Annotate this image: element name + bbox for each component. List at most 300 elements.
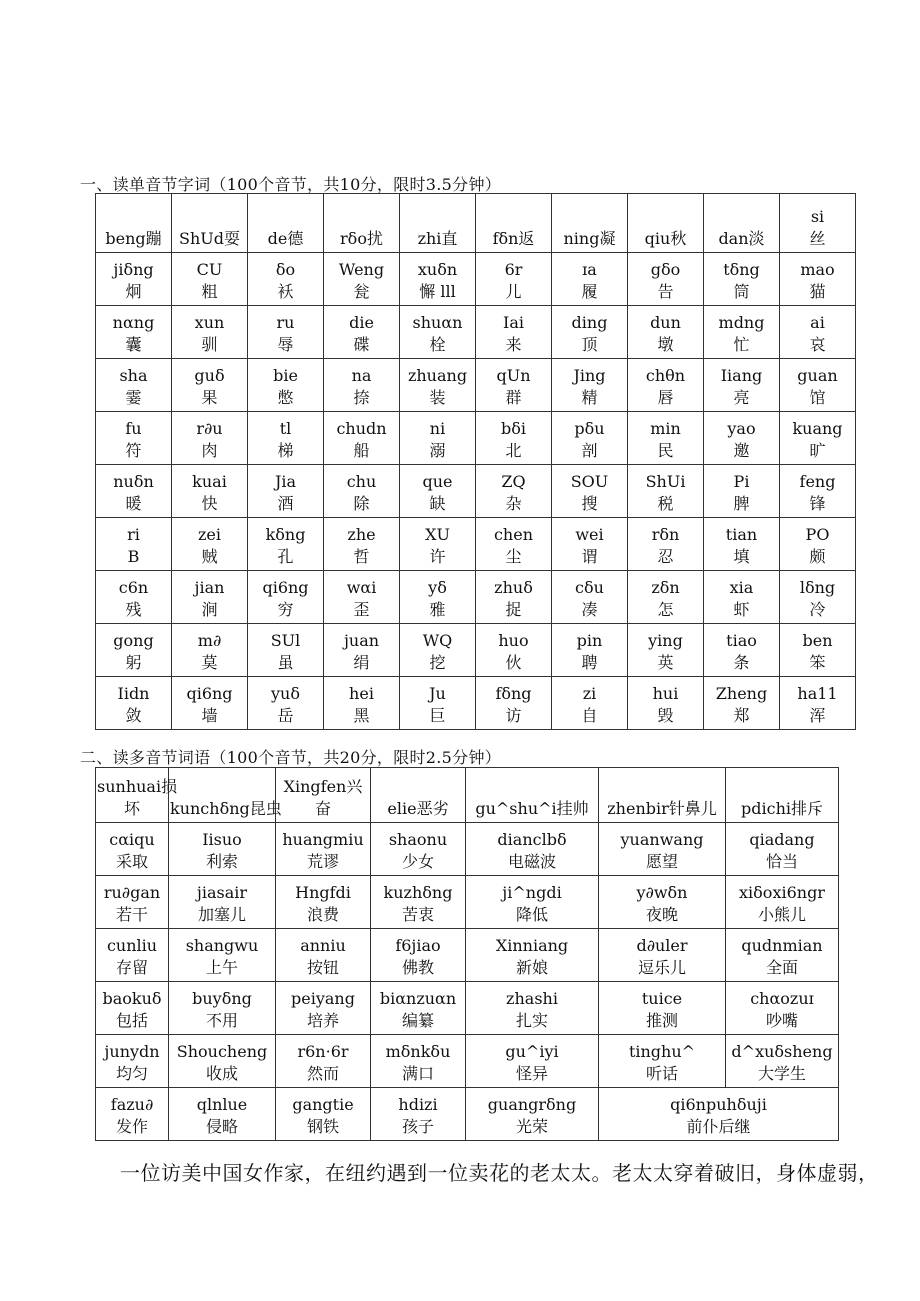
table-cell (96, 465, 172, 518)
hanzi-text: 侵略 (205, 1117, 238, 1136)
hanzi-text: B (127, 547, 140, 566)
pinyin-text: Iiang (720, 366, 763, 385)
table-cell: qiu秋 (628, 194, 704, 253)
hanzi-text: 愿望 (645, 852, 678, 871)
hanzi-text: 怪异 (515, 1064, 548, 1083)
table-cell (96, 1088, 169, 1141)
hanzi-text: 凑 (581, 600, 598, 619)
table-cell (169, 982, 276, 1035)
hanzi-text: 若干 (115, 905, 148, 924)
table-cell (704, 518, 780, 571)
hanzi-text: 吵嘴 (765, 1011, 798, 1030)
pinyin-text: Iisuo (202, 830, 242, 849)
table-cell (466, 929, 599, 982)
hanzi-text: 虽 (277, 653, 294, 672)
hanzi-text: 杂 (505, 494, 522, 513)
hanzi-text: 黑 (353, 706, 370, 725)
table-cell (324, 306, 400, 359)
pinyin-text: huangmiu (282, 830, 364, 849)
table-cell (400, 465, 476, 518)
table-cell (476, 306, 552, 359)
hanzi-text: 符 (125, 441, 142, 460)
table-cell (628, 306, 704, 359)
hanzi-text: 怎 (657, 600, 674, 619)
table-cell (96, 306, 172, 359)
hanzi-text: 果 (201, 388, 218, 407)
table-row (96, 876, 839, 929)
pinyin-text: pin (576, 631, 603, 650)
hanzi-text: 扎实 (515, 1011, 548, 1030)
pinyin-text: 6r (504, 260, 523, 279)
table-cell (780, 518, 856, 571)
table-cell (780, 412, 856, 465)
table-cell (248, 571, 324, 624)
table-cell (599, 982, 726, 1035)
pinyin-text: zhashi (506, 989, 558, 1008)
pinyin-text: xun (194, 313, 225, 332)
hanzi-text: 佛教 (401, 958, 434, 977)
pinyin-text: sha (119, 366, 148, 385)
hanzi-text: 缺 (429, 494, 446, 513)
table-cell (476, 412, 552, 465)
table-cell (628, 624, 704, 677)
pinyin-text: shaonu (388, 830, 448, 849)
pinyin-text: ji^ngdi (502, 883, 562, 902)
table-cell: si 丝 (780, 194, 856, 253)
hanzi-text: 光荣 (515, 1117, 548, 1136)
hanzi-text: 溺 (429, 441, 446, 460)
hanzi-text: 上午 (205, 958, 238, 977)
table-cell (552, 677, 628, 730)
hanzi-text: 包括 (115, 1011, 148, 1030)
table-cell: de德 (248, 194, 324, 253)
table-cell (400, 412, 476, 465)
pinyin-text: Jing (573, 366, 606, 385)
pinyin-text: bie (273, 366, 298, 385)
table-cell (552, 624, 628, 677)
hanzi-text: 粗 (201, 282, 218, 301)
hanzi-text: 然而 (306, 1064, 339, 1083)
pinyin-text: mδnkδu (385, 1042, 451, 1061)
hanzi-text: 雅 (429, 600, 446, 619)
pinyin-text: dun (650, 313, 681, 332)
table-cell (371, 823, 466, 876)
pinyin-text: WQ (422, 631, 453, 650)
pinyin-text: Weng (338, 260, 385, 279)
table-cell (704, 359, 780, 412)
pinyin-text: xia (729, 578, 754, 597)
pinyin-text: tl (279, 419, 292, 438)
pinyin-text: ri (127, 525, 140, 544)
table-cell (780, 677, 856, 730)
pinyin-text: kδng (265, 525, 306, 544)
hanzi-text: 孔 (277, 547, 294, 566)
table-cell (96, 253, 172, 306)
table-cell (96, 1035, 169, 1088)
hanzi-text: 自 (581, 706, 598, 725)
table-row (96, 624, 856, 677)
pinyin-text: biαnzuαn (379, 989, 457, 1008)
table-row (96, 982, 839, 1035)
hanzi-text: 访 (505, 706, 522, 725)
table-cell (466, 1035, 599, 1088)
table-row (96, 465, 856, 518)
pinyin-text: nαng (112, 313, 155, 332)
table-cell (628, 465, 704, 518)
hanzi-text: 躬 (125, 653, 142, 672)
pinyin-text: ai (810, 313, 825, 332)
pinyin-text: que (422, 472, 453, 491)
hanzi-text: 敛 (125, 706, 142, 725)
hanzi-text: 前仆后继 (686, 1117, 751, 1136)
pinyin-text: XU (425, 525, 450, 544)
hanzi-text: 培养 (306, 1011, 339, 1030)
table-cell (780, 306, 856, 359)
hanzi-text: 忍 (657, 547, 674, 566)
hanzi-text: 逗乐儿 (637, 958, 686, 977)
table-cell (466, 876, 599, 929)
pinyin-text: qUn (496, 366, 531, 385)
hanzi-text: 北 (505, 441, 522, 460)
hanzi-text: 电磁波 (507, 852, 556, 871)
table-cell (704, 465, 780, 518)
pinyin-text: δo (275, 260, 296, 279)
pinyin-text: zei (197, 525, 221, 544)
pinyin-text: feng (799, 472, 836, 491)
hanzi-text: 聘 (581, 653, 598, 672)
table-cell (172, 518, 248, 571)
table-cell (248, 518, 324, 571)
pinyin-text: fazu∂ (110, 1095, 154, 1114)
table-cell (276, 929, 371, 982)
hanzi-text: 发作 (115, 1117, 148, 1136)
pinyin-text: kuzhδng (383, 883, 453, 902)
reading-paragraph: 一位访美中国女作家，在纽约遇到一位卖花的老太太。老太太穿着破旧，身体虚弱， (120, 1161, 879, 1185)
hanzi-text: 推测 (645, 1011, 678, 1030)
hanzi-text: 全面 (765, 958, 798, 977)
pinyin-text: juan (343, 631, 380, 650)
table-row (96, 359, 856, 412)
pinyin-text: ha11 (797, 684, 838, 703)
pinyin-text: shangwu (185, 936, 259, 955)
pinyin-text: tiao (726, 631, 757, 650)
hanzi-text: 告 (657, 282, 674, 301)
pinyin-text: r∂u (196, 419, 223, 438)
pinyin-text: d∂uler (636, 936, 688, 955)
table-row (96, 412, 856, 465)
table-cell (704, 624, 780, 677)
table-cell: rδo扰 (324, 194, 400, 253)
hanzi-text: 编纂 (401, 1011, 434, 1030)
pinyin-text: zhe (347, 525, 376, 544)
table-cell (726, 876, 839, 929)
table-cell (704, 306, 780, 359)
pinyin-text: f6jiao (395, 936, 441, 955)
hanzi-text: 加塞儿 (197, 905, 246, 924)
hanzi-text: 猫 (809, 282, 826, 301)
pinyin-text: hei (349, 684, 374, 703)
pinyin-text: Zheng (715, 684, 768, 703)
pinyin-text: Hngfdi (295, 883, 351, 902)
pinyin-text: kuang (792, 419, 843, 438)
pinyin-text: min (650, 419, 681, 438)
hanzi-text: 残 (125, 600, 142, 619)
hanzi-text: 霎 (125, 388, 142, 407)
pinyin-text: chαozuɪ (750, 989, 814, 1008)
table-cell (704, 677, 780, 730)
table-cell (780, 624, 856, 677)
table-cell (780, 465, 856, 518)
pinyin-text: yδ (428, 578, 447, 597)
table-cell (324, 465, 400, 518)
pinyin-text: Jia (274, 472, 297, 491)
pinyin-text: gangtie (292, 1095, 354, 1114)
table-cell (248, 465, 324, 518)
hanzi-text: 谓 (581, 547, 598, 566)
pinyin-text: chudn (336, 419, 387, 438)
table-cell (400, 571, 476, 624)
pinyin-text: pδu (574, 419, 605, 438)
pinyin-text: SOU (570, 472, 609, 491)
pinyin-text: tuice (641, 989, 683, 1008)
table-cell (172, 412, 248, 465)
table-cell (476, 359, 552, 412)
hanzi-text: 群 (505, 388, 522, 407)
hanzi-text: 恰当 (765, 852, 798, 871)
pinyin-text: wei (575, 525, 604, 544)
table-cell (726, 823, 839, 876)
pinyin-text: PO (805, 525, 830, 544)
pinyin-text: gδo (650, 260, 681, 279)
table-cell (628, 677, 704, 730)
table-cell: zhi直 (400, 194, 476, 253)
table-cell (324, 624, 400, 677)
table-cell (552, 571, 628, 624)
table-row (96, 518, 856, 571)
pinyin-text: anniu (300, 936, 346, 955)
hanzi-text: 毁 (657, 706, 674, 725)
hanzi-text: 精 (581, 388, 598, 407)
table-cell (248, 253, 324, 306)
pinyin-text: ni (429, 419, 446, 438)
pinyin-text: Ju (429, 684, 446, 703)
pinyin-text: Shoucheng (176, 1042, 268, 1061)
table-cell (552, 253, 628, 306)
hanzi-text: 荒谬 (306, 852, 339, 871)
pinyin-text: ben (802, 631, 833, 650)
table-cell: Xingfen兴 奋 (276, 768, 371, 823)
table-row (96, 1088, 839, 1141)
hanzi-text: 碟 (353, 335, 370, 354)
table-cell (172, 677, 248, 730)
table-cell (248, 624, 324, 677)
table-cell (466, 823, 599, 876)
pinyin-text: ZQ (501, 472, 526, 491)
table-cell (400, 306, 476, 359)
table-cell (172, 359, 248, 412)
hanzi-text: 民 (657, 441, 674, 460)
pinyin-text: qi6ng (186, 684, 233, 703)
table-cell (628, 571, 704, 624)
hanzi-text: 听话 (645, 1064, 678, 1083)
table-cell (476, 571, 552, 624)
hanzi-text: 憋 (277, 388, 294, 407)
table-cell (169, 1088, 276, 1141)
table-cell (780, 571, 856, 624)
pinyin-text: nuδn (113, 472, 154, 491)
table-cell (476, 465, 552, 518)
table-row (96, 194, 856, 253)
pinyin-text: SUl (270, 631, 301, 650)
table-row (96, 768, 839, 823)
hanzi-text: 快 (201, 494, 218, 513)
hanzi-text: 唇 (657, 388, 674, 407)
hanzi-text: 苦衷 (401, 905, 434, 924)
pinyin-text: chθn (645, 366, 686, 385)
table-cell (172, 253, 248, 306)
pinyin-text: rδn (651, 525, 680, 544)
hanzi-text: 哲 (353, 547, 370, 566)
table-cell (169, 929, 276, 982)
table-cell (169, 876, 276, 929)
hanzi-text: 不用 (205, 1011, 238, 1030)
pinyin-text: wαi (346, 578, 377, 597)
table-cell (599, 876, 726, 929)
table-cell (96, 982, 169, 1035)
table-cell (276, 876, 371, 929)
table-cell (371, 982, 466, 1035)
pinyin-text: tian (725, 525, 758, 544)
hanzi-text: 大学生 (757, 1064, 806, 1083)
pinyin-text: chen (493, 525, 534, 544)
hanzi-text: 尘 (505, 547, 522, 566)
table-cell (628, 253, 704, 306)
table-cell: beng蹦 (96, 194, 172, 253)
table-cell (704, 253, 780, 306)
section-1-heading: 一、读单音节字词（100个音节，共10分，限时3.5分钟） (80, 175, 502, 194)
hanzi-text: 岳 (277, 706, 294, 725)
hanzi-text: 驯 (201, 335, 218, 354)
table-cell (248, 306, 324, 359)
pinyin-text: cunliu (106, 936, 158, 955)
hanzi-text: 除 (353, 494, 370, 513)
hanzi-text: 筒 (733, 282, 750, 301)
pinyin-text: Iidn (117, 684, 150, 703)
table-cell (552, 465, 628, 518)
hanzi-text: 伙 (505, 653, 522, 672)
hanzi-text: 小熊儿 (757, 905, 806, 924)
table-cell (476, 677, 552, 730)
pinyin-text: mdng (718, 313, 765, 332)
pinyin-text: ying (648, 631, 683, 650)
hanzi-text: 搜 (581, 494, 598, 513)
pinyin-text: hui (652, 684, 679, 703)
hanzi-text: 按钮 (306, 958, 339, 977)
hanzi-text: 馆 (809, 388, 826, 407)
hanzi-text: 儿 (505, 282, 522, 301)
pinyin-text: m∂ (197, 631, 222, 650)
pinyin-text: buyδng (192, 989, 252, 1008)
pinyin-text: fu (125, 419, 142, 438)
hanzi-text: 梯 (277, 441, 294, 460)
table-cell (248, 412, 324, 465)
table-cell (628, 518, 704, 571)
table-cell (96, 929, 169, 982)
pinyin-text: ɪa (582, 260, 597, 279)
pinyin-text: c6n (118, 578, 149, 597)
pinyin-text: dianclbδ (497, 830, 567, 849)
hanzi-text: 脾 (733, 494, 750, 513)
table-cell (466, 1088, 599, 1141)
pinyin-text: junydn (104, 1042, 160, 1061)
table-cell (552, 518, 628, 571)
hanzi-text: 颇 (809, 547, 826, 566)
hanzi-text: 暖 (125, 494, 142, 513)
hanzi-text: 浑 (809, 706, 826, 725)
table-cell (172, 571, 248, 624)
table-cell (628, 359, 704, 412)
table-cell (599, 1035, 726, 1088)
hanzi-text: 条 (733, 653, 750, 672)
pinyin-text: tinghu^ (628, 1042, 696, 1061)
pinyin-text: hdizi (398, 1095, 438, 1114)
pinyin-text: bδi (501, 419, 526, 438)
hanzi-text: 巨 (429, 706, 446, 725)
table-row (96, 677, 856, 730)
hanzi-text: 虾 (733, 600, 750, 619)
pinyin-text: Xinniang (495, 936, 569, 955)
hanzi-text: 贼 (201, 547, 218, 566)
hanzi-text: 瓮 (353, 282, 370, 301)
table-cell (172, 465, 248, 518)
hanzi-text: 降低 (515, 905, 548, 924)
table-cell (726, 982, 839, 1035)
table-cell (476, 624, 552, 677)
hanzi-text: 亮 (733, 388, 750, 407)
pinyin-text: peiyang (291, 989, 355, 1008)
hanzi-text: 收成 (205, 1064, 238, 1083)
hanzi-text: 冷 (809, 600, 826, 619)
table-cell (276, 1035, 371, 1088)
hanzi-text: 歪 (353, 600, 370, 619)
pinyin-text: na (351, 366, 372, 385)
table-cell: elie恶劣 (371, 768, 466, 823)
table-cell (96, 359, 172, 412)
table-cell (599, 1088, 839, 1141)
pinyin-text: ding (571, 313, 608, 332)
hanzi-text: 填 (733, 547, 750, 566)
hanzi-text: 装 (429, 388, 446, 407)
pinyin-text: zi (582, 684, 597, 703)
table-cell (276, 823, 371, 876)
table-cell (400, 253, 476, 306)
table-cell (552, 359, 628, 412)
table-row (96, 253, 856, 306)
hanzi-text: 钢铁 (306, 1117, 339, 1136)
hanzi-text: 袄 (277, 282, 294, 301)
pinyin-text: yuδ (271, 684, 300, 703)
hanzi-text: 履 (581, 282, 598, 301)
hanzi-text: 郑 (733, 706, 750, 725)
hanzi-text: 英 (657, 653, 674, 672)
hanzi-text: 栓 (429, 335, 446, 354)
hanzi-text: 莫 (201, 653, 218, 672)
hanzi-text: 夜晚 (645, 905, 678, 924)
table-cell (466, 982, 599, 1035)
hanzi-text: 辱 (277, 335, 294, 354)
hanzi-text: 酒 (277, 494, 294, 513)
hanzi-text: 税 (657, 494, 674, 513)
